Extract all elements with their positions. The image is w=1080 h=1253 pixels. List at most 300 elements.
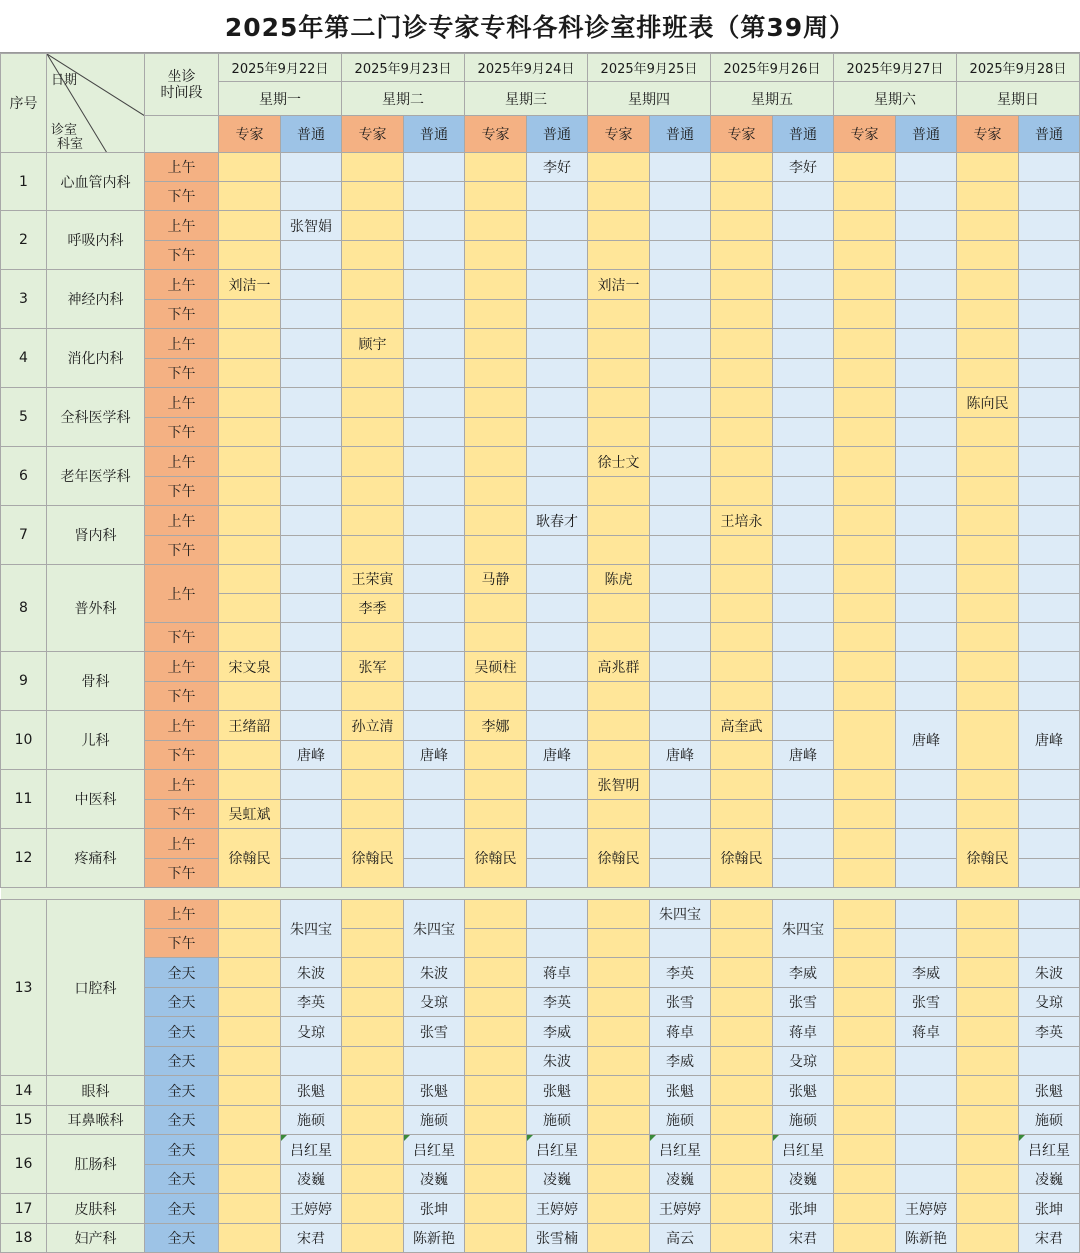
slot: [588, 929, 650, 958]
slot: [219, 565, 281, 594]
slot: [588, 900, 650, 929]
row-number: 18: [1, 1224, 47, 1253]
period-pm: 下午: [145, 359, 219, 388]
slot: [219, 418, 281, 447]
period-label-2: 时间段: [160, 84, 203, 101]
doctor-cell: 徐翰民: [588, 829, 650, 888]
slot: [465, 536, 527, 565]
slot: [527, 388, 588, 418]
slot: [834, 359, 896, 388]
slot: [834, 182, 896, 211]
period-am: 上午: [145, 388, 219, 418]
general-header: 普通: [773, 116, 834, 153]
slot: [834, 1165, 896, 1194]
slot: [834, 623, 896, 652]
slot: [957, 211, 1019, 241]
slot: [342, 800, 404, 829]
slot: [465, 447, 527, 477]
row-number: 9: [1, 652, 47, 711]
slot: [1019, 388, 1080, 418]
slot: [527, 270, 588, 300]
doctor-cell: 张坤: [1019, 1194, 1080, 1224]
slot: [342, 536, 404, 565]
doctor-cell: 耿春才: [527, 506, 588, 536]
slot: [588, 800, 650, 829]
slot: [773, 477, 834, 506]
expert-header: 专家: [834, 116, 896, 153]
slot: [588, 711, 650, 741]
slot: [773, 594, 834, 623]
slot: [896, 418, 957, 447]
general-header: 普通: [650, 116, 711, 153]
slot: [834, 329, 896, 359]
slot: [527, 800, 588, 829]
corner-header: [47, 54, 145, 153]
slot: [527, 241, 588, 270]
slot: [404, 711, 465, 741]
slot: [342, 741, 404, 770]
slot: [896, 594, 957, 623]
slot: [588, 211, 650, 241]
slot: [404, 623, 465, 652]
slot: [896, 300, 957, 329]
period-label-1: 坐诊: [167, 68, 196, 85]
slot: [957, 270, 1019, 300]
doctor-cell: 张魁: [281, 1076, 342, 1106]
slot: [896, 536, 957, 565]
period-am: 上午: [145, 829, 219, 859]
slot: [957, 565, 1019, 594]
slot: [404, 300, 465, 329]
slot: [342, 270, 404, 300]
period-allday: 全天: [145, 1194, 219, 1224]
dept-name: 肛肠科: [47, 1135, 145, 1194]
slot: [404, 859, 465, 888]
slot: [957, 929, 1019, 958]
row-number: 3: [1, 270, 47, 329]
slot: [1019, 477, 1080, 506]
period-allday: 全天: [145, 1017, 219, 1047]
slot: [957, 1047, 1019, 1076]
slot: [650, 211, 711, 241]
slot: [404, 329, 465, 359]
slot: [219, 1224, 281, 1253]
slot: [342, 1224, 404, 1253]
dept-name: 妇产科: [47, 1224, 145, 1253]
row-number: 16: [1, 1135, 47, 1194]
slot: [404, 770, 465, 800]
slot: [773, 270, 834, 300]
slot: [896, 182, 957, 211]
period-allday: 全天: [145, 1047, 219, 1076]
slot: [527, 211, 588, 241]
slot: [711, 359, 773, 388]
doctor-cell: 王婷婷: [527, 1194, 588, 1224]
doctor-cell: 吕红星: [773, 1135, 834, 1165]
row-number: 4: [1, 329, 47, 388]
doctor-cell: 吕红星: [1019, 1135, 1080, 1165]
period-pm: 下午: [145, 300, 219, 329]
doctor-cell: 陈向民: [957, 388, 1019, 418]
slot: [896, 359, 957, 388]
slot: [281, 300, 342, 329]
slot: [773, 711, 834, 741]
slot: [834, 988, 896, 1017]
slot: [342, 682, 404, 711]
slot: [711, 594, 773, 623]
slot: [711, 1017, 773, 1047]
doctor-cell: 顾宇: [342, 329, 404, 359]
slot: [342, 447, 404, 477]
slot: [465, 153, 527, 182]
slot: [650, 594, 711, 623]
slot: [957, 1017, 1019, 1047]
slot: [219, 1076, 281, 1106]
slot: [342, 241, 404, 270]
doctor-cell: 陈虎: [588, 565, 650, 594]
slot: [834, 800, 896, 829]
slot: [588, 988, 650, 1017]
slot: [711, 800, 773, 829]
doctor-cell: 蒋卓: [527, 958, 588, 988]
slot: [404, 241, 465, 270]
slot: [957, 800, 1019, 829]
slot: [834, 682, 896, 711]
doctor-cell: 张魁: [1019, 1076, 1080, 1106]
doctor-cell: 刘洁一: [219, 270, 281, 300]
slot: [834, 594, 896, 623]
slot: [219, 329, 281, 359]
slot: [1019, 300, 1080, 329]
slot: [957, 711, 1019, 770]
doctor-cell: 宋文泉: [219, 652, 281, 682]
row-number: 13: [1, 900, 47, 1076]
slot: [527, 770, 588, 800]
slot: [896, 388, 957, 418]
slot: [773, 329, 834, 359]
slot: [281, 829, 342, 859]
slot: [404, 418, 465, 447]
slot: [650, 300, 711, 329]
period-pm: 下午: [145, 929, 219, 958]
slot: [834, 929, 896, 958]
corner-room-label: 诊室: [51, 123, 78, 138]
slot: [896, 477, 957, 506]
period-am: 上午: [145, 711, 219, 741]
slot: [588, 682, 650, 711]
period-pm: 下午: [145, 741, 219, 770]
slot: [957, 418, 1019, 447]
slot: [342, 988, 404, 1017]
weekday-header: 星期一: [219, 82, 342, 116]
date-header: 2025年9月22日: [219, 54, 342, 82]
slot: [465, 1224, 527, 1253]
slot: [465, 1047, 527, 1076]
slot: [465, 1165, 527, 1194]
slot: [281, 594, 342, 623]
date-header: 2025年9月25日: [588, 54, 711, 82]
slot: [342, 506, 404, 536]
slot: [896, 447, 957, 477]
slot: [1019, 859, 1080, 888]
period-allday: 全天: [145, 1076, 219, 1106]
weekday-header: 星期三: [465, 82, 588, 116]
general-header: 普通: [1019, 116, 1080, 153]
slot: [773, 623, 834, 652]
slot: [342, 1076, 404, 1106]
doctor-cell: 唐峰: [404, 741, 465, 770]
slot: [465, 988, 527, 1017]
slot: [650, 447, 711, 477]
slot: [957, 958, 1019, 988]
slot: [834, 900, 896, 929]
doctor-cell: 李好: [773, 153, 834, 182]
slot: [465, 300, 527, 329]
slot: [896, 623, 957, 652]
slot: [404, 1047, 465, 1076]
slot: [527, 711, 588, 741]
doctor-cell: 孙立清: [342, 711, 404, 741]
slot: [342, 1135, 404, 1165]
slot: [957, 506, 1019, 536]
doctor-cell: 陈新艳: [896, 1224, 957, 1253]
slot: [465, 741, 527, 770]
dept-name: 骨科: [47, 652, 145, 711]
slot: [711, 211, 773, 241]
slot: [588, 623, 650, 652]
doctor-cell: 吴硕柱: [465, 652, 527, 682]
slot: [773, 652, 834, 682]
dept-name: 老年医学科: [47, 447, 145, 506]
doctor-cell: 施硕: [281, 1106, 342, 1135]
slot: [834, 1047, 896, 1076]
doctor-cell: 蒋卓: [773, 1017, 834, 1047]
slot: [896, 929, 957, 958]
slot: [957, 359, 1019, 388]
slot: [281, 182, 342, 211]
slot: [588, 1165, 650, 1194]
slot: [465, 1135, 527, 1165]
slot: [834, 652, 896, 682]
slot: [1019, 241, 1080, 270]
slot: [834, 958, 896, 988]
period-pm: 下午: [145, 623, 219, 652]
slot: [711, 153, 773, 182]
doctor-cell: 李威: [773, 958, 834, 988]
doctor-cell: 张雪: [404, 1017, 465, 1047]
slot: [219, 741, 281, 770]
period-pm: 下午: [145, 241, 219, 270]
period-allday: 全天: [145, 1135, 219, 1165]
slot: [219, 300, 281, 329]
slot: [465, 1017, 527, 1047]
slot: [957, 900, 1019, 929]
doctor-cell: 吴虹斌: [219, 800, 281, 829]
doctor-cell: 张坤: [773, 1194, 834, 1224]
slot: [404, 153, 465, 182]
slot: [834, 1106, 896, 1135]
row-number: 14: [1, 1076, 47, 1106]
slot: [650, 506, 711, 536]
slot: [342, 623, 404, 652]
slot: [834, 711, 896, 770]
doctor-cell: 殳琼: [404, 988, 465, 1017]
slot: [957, 652, 1019, 682]
period-am: 上午: [145, 900, 219, 929]
slot: [711, 958, 773, 988]
slot: [588, 329, 650, 359]
doctor-cell: 唐峰: [650, 741, 711, 770]
slot: [281, 682, 342, 711]
slot: [773, 829, 834, 859]
doctor-cell: 吕红星: [650, 1135, 711, 1165]
slot: [711, 1047, 773, 1076]
doctor-cell: 凌巍: [281, 1165, 342, 1194]
general-header: 普通: [527, 116, 588, 153]
slot: [834, 153, 896, 182]
slot: [404, 829, 465, 859]
doctor-cell: 高奎武: [711, 711, 773, 741]
slot: [834, 829, 896, 859]
row-number: 10: [1, 711, 47, 770]
slot: [404, 388, 465, 418]
period-pm: 下午: [145, 859, 219, 888]
row-number: 8: [1, 565, 47, 652]
slot: [957, 988, 1019, 1017]
slot: [834, 388, 896, 418]
dept-name: 消化内科: [47, 329, 145, 388]
slot: [219, 929, 281, 958]
period-pm: 下午: [145, 477, 219, 506]
slot: [219, 477, 281, 506]
slot: [711, 536, 773, 565]
row-number: 2: [1, 211, 47, 270]
slot: [650, 829, 711, 859]
doctor-cell: 李英: [1019, 1017, 1080, 1047]
slot: [773, 565, 834, 594]
slot: [711, 388, 773, 418]
slot: [1019, 506, 1080, 536]
slot: [342, 211, 404, 241]
slot: [1019, 153, 1080, 182]
expert-header: 专家: [957, 116, 1019, 153]
section-separator: [1, 888, 1080, 900]
weekday-header: 星期四: [588, 82, 711, 116]
slot: [834, 1076, 896, 1106]
slot: [896, 1076, 957, 1106]
schedule-table: [0, 53, 1080, 1253]
slot: [650, 800, 711, 829]
slot: [896, 900, 957, 929]
slot: [1019, 565, 1080, 594]
doctor-cell: 王婷婷: [896, 1194, 957, 1224]
slot: [527, 536, 588, 565]
general-header: 普通: [404, 116, 465, 153]
slot: [588, 388, 650, 418]
slot: [711, 182, 773, 211]
slot: [650, 418, 711, 447]
slot: [711, 1076, 773, 1106]
slot: [465, 211, 527, 241]
slot: [711, 652, 773, 682]
slot: [711, 329, 773, 359]
row-number: 15: [1, 1106, 47, 1135]
slot: [404, 211, 465, 241]
slot: [773, 182, 834, 211]
slot: [342, 477, 404, 506]
period-allday: 全天: [145, 1224, 219, 1253]
doctor-cell: 高兆群: [588, 652, 650, 682]
doctor-cell: 徐翰民: [342, 829, 404, 888]
doctor-cell: 朱四宝: [404, 900, 465, 958]
doctor-cell: 陈新艳: [404, 1224, 465, 1253]
doctor-cell: 唐峰: [773, 741, 834, 770]
slot: [342, 182, 404, 211]
slot: [711, 988, 773, 1017]
slot: [465, 241, 527, 270]
slot: [404, 565, 465, 594]
doctor-cell: 凌巍: [527, 1165, 588, 1194]
slot: [465, 1076, 527, 1106]
slot: [834, 565, 896, 594]
slot: [834, 1017, 896, 1047]
slot: [527, 447, 588, 477]
slot: [650, 682, 711, 711]
period-allday: 全天: [145, 988, 219, 1017]
dept-name: 心血管内科: [47, 153, 145, 211]
slot: [219, 623, 281, 652]
doctor-cell: 施硕: [1019, 1106, 1080, 1135]
slot: [711, 1165, 773, 1194]
slot: [957, 477, 1019, 506]
slot: [773, 770, 834, 800]
slot: [219, 153, 281, 182]
slot: [342, 388, 404, 418]
slot: [404, 682, 465, 711]
doctor-cell: 徐翰民: [465, 829, 527, 888]
slot: [896, 829, 957, 859]
period-am: 上午: [145, 652, 219, 682]
slot: [219, 1017, 281, 1047]
slot: [404, 270, 465, 300]
slot: [896, 1135, 957, 1165]
slot: [957, 536, 1019, 565]
slot: [342, 958, 404, 988]
slot: [527, 829, 588, 859]
slot: [896, 652, 957, 682]
slot: [773, 388, 834, 418]
doctor-cell: 高云: [650, 1224, 711, 1253]
slot: [711, 900, 773, 929]
doctor-cell: 吕红星: [527, 1135, 588, 1165]
doctor-cell: 张魁: [773, 1076, 834, 1106]
slot: [650, 652, 711, 682]
dept-name: 口腔科: [47, 900, 145, 1076]
doctor-cell: 施硕: [404, 1106, 465, 1135]
slot: [342, 359, 404, 388]
date-header: 2025年9月27日: [834, 54, 957, 82]
slot: [834, 447, 896, 477]
slot: [711, 1106, 773, 1135]
slot: [219, 770, 281, 800]
doctor-cell: 李英: [650, 958, 711, 988]
slot: [834, 477, 896, 506]
doctor-cell: 施硕: [650, 1106, 711, 1135]
row-number: 6: [1, 447, 47, 506]
slot: [650, 182, 711, 211]
page-title: 2025年第二门诊专家专科各科诊室排班表（第39周）: [0, 0, 1080, 53]
doctor-cell: 马静: [465, 565, 527, 594]
